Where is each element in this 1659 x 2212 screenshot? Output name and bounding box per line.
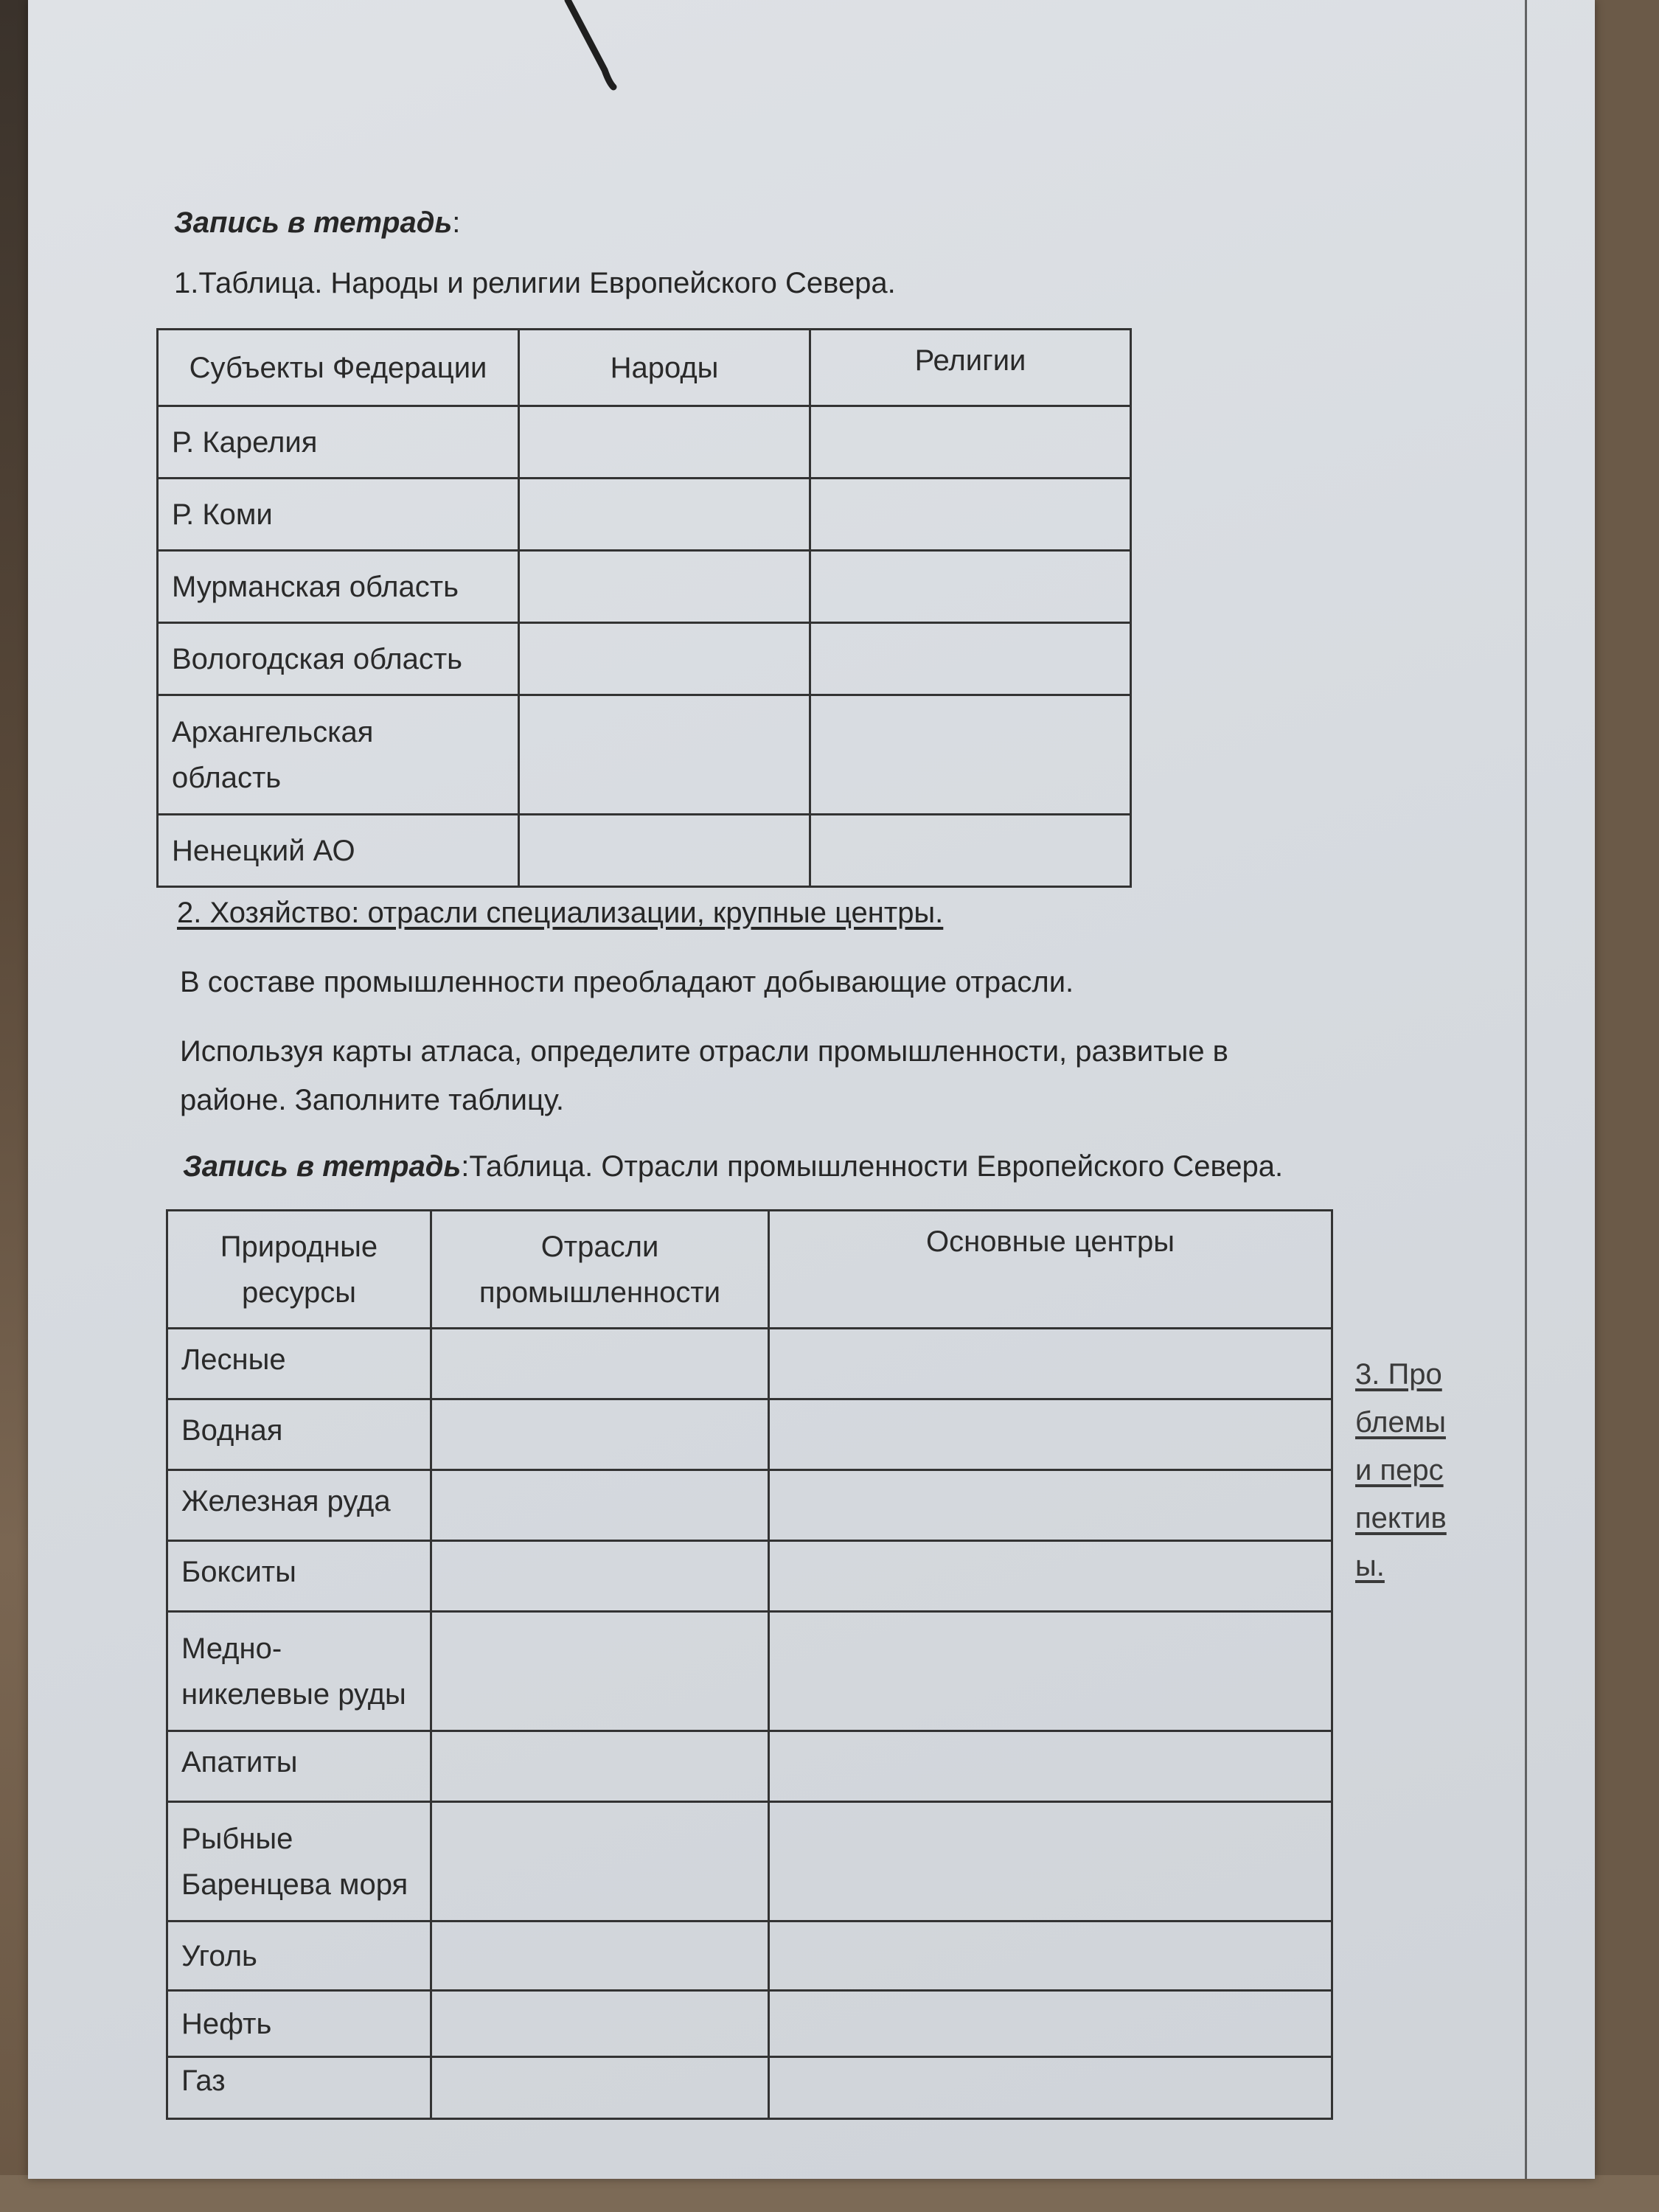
table-row [167,1541,1332,1612]
resource-cell: Железная руда [167,1470,431,1541]
resource-cell-text: Медно-никелевые руды [181,1632,406,1711]
subject-cell: Р. Коми [158,479,519,551]
industries-cell[interactable] [431,1329,769,1399]
centers-cell[interactable] [769,1541,1332,1612]
peoples-cell[interactable] [519,623,810,695]
religions-cell[interactable] [810,479,1131,551]
subject-cell [158,695,519,815]
centers-cell[interactable] [769,1329,1332,1399]
subject-cell: Вологодская область [158,623,519,695]
peoples-cell[interactable] [519,479,810,551]
notebook-heading-label: Запись в тетрадь [174,206,453,239]
industries-cell[interactable] [431,1921,769,1991]
page-edge-line [1525,0,1527,2179]
peoples-cell[interactable] [519,406,810,479]
notebook-heading-1 [174,206,460,240]
table-header-row [158,330,1131,406]
resource-cell: Апатиты [167,1731,431,1802]
table-row [167,1731,1332,1802]
subject-cell-text: Архангельская область [172,715,374,794]
notebook-heading-2 [183,1150,1283,1183]
header-resources-text: Природные ресурсы [220,1230,378,1309]
subject-cell: Ненецкий АО [158,815,519,887]
header-peoples: Народы [519,330,810,406]
header-centers: Основные центры [769,1211,1332,1329]
resource-cell: Водная [167,1399,431,1470]
resource-cell [167,1612,431,1731]
religions-cell[interactable] [810,623,1131,695]
notebook-heading-colon: : [452,206,461,239]
resource-cell-text: Рыбные Баренцева моря [181,1822,408,1901]
table-row [158,406,1131,479]
resource-cell: Лесные [167,1329,431,1399]
table-row [167,1470,1332,1541]
centers-cell[interactable] [769,1731,1332,1802]
industries-cell[interactable] [431,1470,769,1541]
peoples-cell[interactable] [519,551,810,623]
table-header-row [167,1211,1332,1329]
table-row [158,479,1131,551]
resource-cell [167,1802,431,1921]
resource-cell: Уголь [167,1921,431,1991]
peoples-cell[interactable] [519,815,810,887]
peoples-cell[interactable] [519,695,810,815]
table-row [167,1399,1332,1470]
desk-background-bottom [0,2175,1659,2212]
pen-stroke-mark [560,0,641,96]
centers-cell[interactable] [769,1991,1332,2057]
table-row [158,815,1131,887]
religions-cell[interactable] [810,551,1131,623]
industries-cell[interactable] [431,2057,769,2119]
resource-cell: Нефть [167,1991,431,2057]
religions-cell[interactable] [810,695,1131,815]
table-row [167,1802,1332,1921]
section2-paragraph-2-line-1: Используя карты атласа, определите отрасли промышленности, развитые в [180,1035,1228,1068]
header-industries-text: Отрасли промышленности [479,1230,721,1309]
industries-table [166,1209,1333,2120]
section3-side-note: 3. Проблемы и перспективы. [1355,1358,1447,1582]
industries-cell[interactable] [431,1991,769,2057]
industries-cell[interactable] [431,1612,769,1731]
subject-cell: Р. Карелия [158,406,519,479]
section2-paragraph-2-line-2: районе. Заполните таблицу. [180,1084,565,1116]
centers-cell[interactable] [769,1921,1332,1991]
header-subjects: Субъекты Федерации [158,330,519,406]
industries-cell[interactable] [431,1541,769,1612]
religions-cell[interactable] [810,815,1131,887]
header-religions: Религии [810,330,1131,406]
industries-cell[interactable] [431,1731,769,1802]
table-row [167,1612,1332,1731]
section2-paragraph-1: В составе промышленности преобладают добывающие отрасли. [180,966,1074,998]
table-row [167,1991,1332,2057]
table-row [167,1329,1332,1399]
header-resources [167,1211,431,1329]
centers-cell[interactable] [769,1399,1332,1470]
table1-caption: 1.Таблица. Народы и религии Европейского Севера. [174,267,896,299]
subject-cell: Мурманская область [158,551,519,623]
table-row [167,1921,1332,1991]
resource-cell: Газ [167,2057,431,2119]
table2-caption: :Таблица. Отрасли промышленности Европейского Севера. [461,1150,1284,1183]
table-row [158,695,1131,815]
centers-cell[interactable] [769,1612,1332,1731]
table-row [158,551,1131,623]
centers-cell[interactable] [769,1802,1332,1921]
peoples-religions-table [156,328,1132,888]
religions-cell[interactable] [810,406,1131,479]
resource-cell: Бокситы [167,1541,431,1612]
table-row [158,623,1131,695]
notebook-heading-label: Запись в тетрадь [183,1150,462,1183]
header-industries [431,1211,769,1329]
section2-title: 2. Хозяйство: отрасли специализации, крупные центры. [177,897,944,929]
table-row [167,2057,1332,2119]
centers-cell[interactable] [769,2057,1332,2119]
industries-cell[interactable] [431,1399,769,1470]
centers-cell[interactable] [769,1470,1332,1541]
industries-cell[interactable] [431,1802,769,1921]
